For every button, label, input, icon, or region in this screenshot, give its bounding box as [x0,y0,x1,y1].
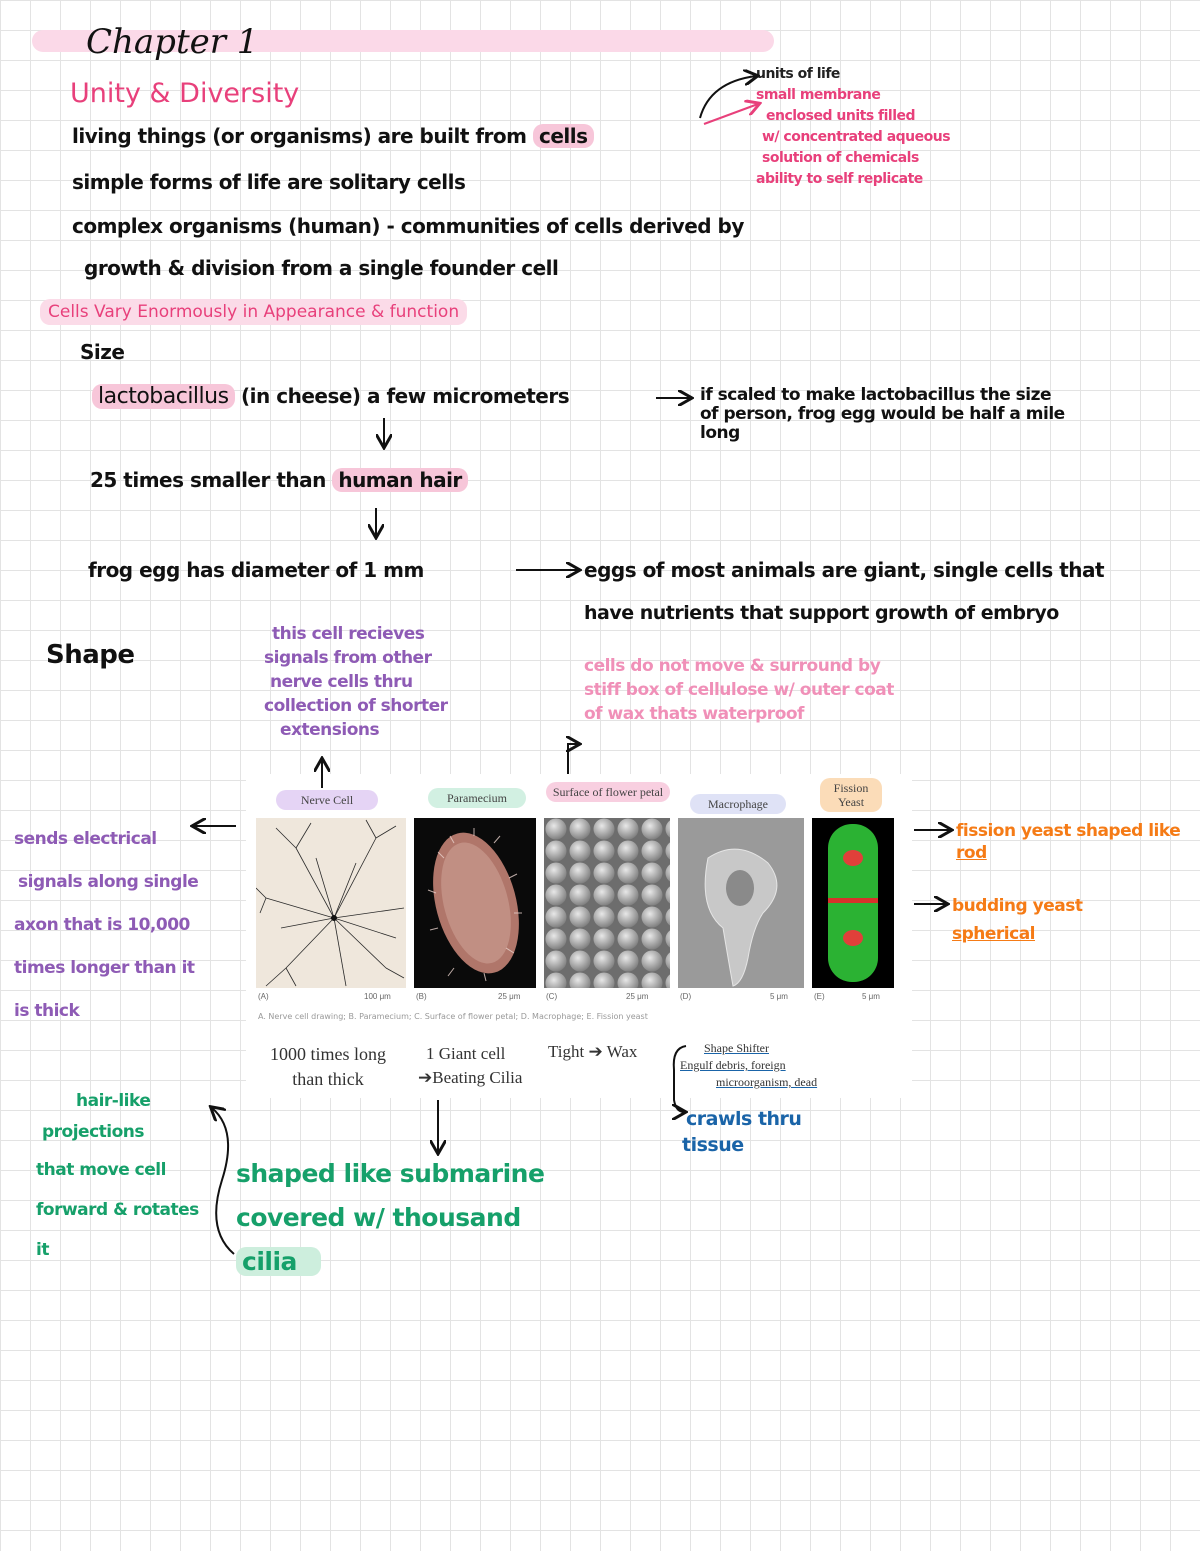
cell-note-5: solution of chemicals [762,150,919,166]
petal-note-1: cells do not move & surround by [584,656,881,676]
petal-note-3: of wax thats waterproof [584,704,804,724]
hair-highlight: human hair [332,468,467,492]
frog-note-2: have nutrients that support growth of embryo [584,602,1059,624]
nerve-note-3: nerve cells thru [270,672,413,692]
bullet-2: simple forms of life are solitary cells [72,170,466,194]
cell-note-2: small membrane [756,87,881,103]
nerve-note-5: extensions [280,720,380,740]
label-nerve-cell: Nerve Cell [276,790,378,810]
nerve-note-1: this cell recieves [272,624,425,644]
caption-macrophage-1: Shape Shifter [704,1041,769,1055]
petal-note-2: stiff box of cellulose w/ outer coat [584,680,894,700]
cell-note-1: units of life [756,66,840,82]
lacto-text: (in cheese) a few micrometers [241,384,570,408]
cell-note-3: enclosed units filled [766,108,916,124]
cells-to-membrane-arrow [704,104,758,124]
bullet-3-line1: complex organisms (human) - communities of cells derived by [72,214,744,238]
caption-nerve-2: than thick [292,1069,364,1089]
caption-nerve-1: 1000 times long [270,1044,386,1064]
axon-note-1: sends electrical [14,829,157,849]
paramecium-note-1: shaped like submarine [236,1159,545,1188]
cell-note-4: w/ concentrated aqueous [762,129,951,145]
label-paramecium: Paramecium [428,788,526,808]
scale-e: 5 μm [862,992,880,1001]
lacto-note-1: if scaled to make lactobacillus the size [700,385,1052,405]
cells-to-notes-arrow [700,76,756,118]
cells-highlight: cells [533,124,594,148]
scale-c: 25 μm [626,992,649,1001]
budding-yeast-note-2: spherical [952,924,1036,944]
caption-petal: Tight ➔ Wax [548,1042,638,1061]
label-macrophage: Macrophage [690,794,786,814]
axon-note-2: signals along single [18,872,199,892]
figure-caption: A. Nerve cell drawing; B. Paramecium; C. Surface of flower petal; D. Macrophage; E. Fission yeast [258,1012,648,1021]
budding-yeast-note-1: budding yeast [952,896,1083,916]
lacto-highlight: lactobacillus [92,384,235,409]
panel-letter-d: (D) [680,992,692,1001]
fission-yeast-note-1: fission yeast shaped like [956,821,1181,841]
cilia-note-5: it [36,1240,49,1260]
panel-letter-e: (E) [814,992,825,1001]
macrophage-note-2: tissue [682,1134,744,1156]
nerve-note-2: signals from other [264,648,432,668]
scale-d: 5 μm [770,992,788,1001]
cilia-note-4: forward & rotates [36,1200,199,1220]
cilia-note-2: projections [42,1122,145,1142]
caption-paramecium-2: ➔Beating Cilia [418,1068,523,1087]
section-2-heading: Cells Vary Enormously in Appearance & function [40,299,467,325]
section-subtitle: Unity & Diversity [70,78,300,109]
frog-note-1: eggs of most animals are giant, single cells that [584,558,1105,582]
caption-paramecium-1: 1 Giant cell [426,1044,506,1063]
label-fission-yeast: Fission Yeast [820,778,882,812]
fission-yeast-note-2: rod [956,843,987,863]
axon-note-4: times longer than it [14,958,195,978]
paramecium-note-2: covered w/ thousand [236,1203,521,1232]
panel-letter-a: (A) [258,992,269,1001]
cilia-highlight: cilia [236,1247,321,1276]
macro-bracket-arrow [674,1046,686,1112]
panel-letter-c: (C) [546,992,558,1001]
chapter-title: Chapter 1 [86,22,259,62]
lacto-note-3: long [700,423,740,443]
cilia-curve-arrow [212,1108,234,1254]
panel-letter-b: (B) [416,992,427,1001]
cilia-note-1: hair-like [76,1091,151,1111]
caption-macrophage-2: Engulf debris, foreign [680,1058,786,1072]
caption-macrophage-3: microorganism, dead [716,1075,818,1089]
label-flower-petal: Surface of flower petal [546,782,670,802]
hair-text: 25 times smaller than [90,468,326,492]
cilia-note-3: that move cell [36,1160,166,1180]
frog-line: frog egg has diameter of 1 mm [88,558,424,582]
petal-up-arrow [568,744,578,774]
scale-b: 25 μm [498,992,521,1001]
lacto-note-2: of person, frog egg would be half a mile [700,404,1065,424]
axon-note-3: axon that is 10,000 [14,915,190,935]
bullet-1-text: living things (or organisms) are built from [72,124,527,148]
nerve-note-4: collection of shorter [264,696,448,716]
scale-a: 100 μm [364,992,391,1001]
macrophage-note-1: crawls thru [686,1108,802,1130]
size-label: Size [80,340,125,364]
shape-label: Shape [46,640,135,670]
axon-note-5: is thick [14,1001,80,1021]
cell-note-6: ability to self replicate [756,171,923,187]
bullet-3-line2: growth & division from a single founder cell [84,256,559,280]
